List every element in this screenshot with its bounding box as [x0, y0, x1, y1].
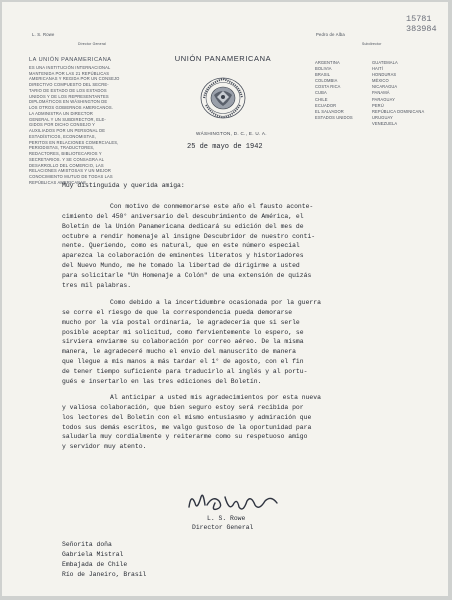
vice-role: Subdirector: [362, 42, 382, 46]
org-description-line: AUXILIADOS POR UN PERSONAL DE: [29, 128, 106, 133]
org-description-line: GENERAL Y UN SUBDIRECTOR, ELE-: [29, 116, 106, 122]
body-line: octubre a rendir homenaje al insigne Descubridor de nuestro conti-: [62, 232, 316, 240]
body-line: del Nuevo Mundo, me he tomado la libertad de dirigirme a usted: [62, 262, 300, 270]
body-line: se corre el riesgo de que la correspondencia pueda demorarse: [62, 308, 293, 316]
body-line: manera, le agradeceré mucho el envío del manuscrito de manera: [62, 348, 296, 356]
body-line: los lectores del Boletín con el mismo entusiasmo y admiración que: [62, 413, 312, 421]
archive-stamp: [406, 14, 437, 34]
letter-date: 25 de mayo de 1942: [187, 143, 263, 151]
body-line: para solicitarle "Un Homenaje a Colón" de una extensión de quizás: [62, 271, 312, 279]
country-item: VENEZUELA: [372, 120, 398, 126]
country-item: COSTA RICA: [315, 84, 341, 90]
country-item: URUGUAY: [372, 114, 393, 120]
org-location: WÁSHINGTON, D. C., E. U. A.: [196, 131, 267, 136]
signature-title: Director General: [192, 524, 254, 531]
body-line: sirviera enviarme su colaboración por correo aéreo. De la misma: [62, 338, 304, 346]
body-line: tres mil palabras.: [62, 281, 132, 289]
recipient-line: Río de Janeiro, Brasil: [62, 571, 147, 578]
org-description-line: AMERICANAS Y REGIDA POR UN CONSEJO: [29, 76, 120, 82]
country-item: EL SALVADOR: [315, 108, 344, 114]
org-description-line: ES UNA INSTITUCIÓN INTERNACIONAL: [29, 64, 111, 70]
org-description-line: PERITOS EN RELACIONES COMERCIALES,: [29, 139, 119, 145]
country-item: COLOMBIA: [315, 78, 338, 84]
org-description-line: REDACTORES, BIBLIOTECARIOS Y: [29, 151, 102, 156]
country-item: PARAGUAY: [372, 96, 395, 102]
body-line: mucho por la vía postal ordinaria, le agradecería que si serle: [62, 318, 300, 326]
handwritten-signature: [185, 489, 305, 517]
org-description-line: TARIO DE ESTADO DE LOS ESTADOS: [29, 87, 107, 93]
body-line: aparezca la colaboración de eminentes literatos y historiadores: [62, 252, 304, 260]
recipient-line: Señorita doña: [62, 541, 112, 548]
countries-column-2: [372, 60, 424, 127]
salutation: Muy distinguida y querida amiga:: [62, 182, 185, 189]
country-item: GUATEMALA: [372, 60, 398, 65]
body-line: de tener tiempo suficiente para traducirlo al inglés y al portu-: [62, 367, 308, 375]
countries-column-1: [315, 60, 353, 121]
country-item: ECUADOR: [315, 102, 337, 108]
recipient-line: Gabriela Mistral: [62, 551, 124, 558]
org-description-line: SECRETARIOS. Y SE CONSAGRA AL: [29, 156, 105, 162]
body-line: y servidor muy atento.: [62, 443, 147, 451]
country-item: PERÚ: [372, 102, 384, 108]
country-item: BOLIVIA: [315, 66, 332, 72]
body-line: Boletín de la Unión Panamericana dedicará su edición del mes de: [62, 222, 304, 230]
country-item: CUBA: [315, 90, 327, 96]
body-line: posible aceptar mi solicitud, como fervientemente lo espero, se: [62, 328, 304, 336]
org-description-line: PERIODISTAS, TRADUCTORES,: [29, 145, 95, 151]
country-item: PANAMÁ: [372, 90, 390, 96]
org-description-line: LOS OTROS GOBIERNOS AMERICANOS.: [29, 105, 114, 110]
letter-page: [2, 2, 448, 596]
org-description-line: GIDOS POR DICHO CONSEJO Y: [29, 122, 95, 128]
org-description-line: LA ADMINISTRA UN DIRECTOR: [29, 110, 93, 116]
org-description-line: RELACIONES AMISTOSAS Y UN MEJOR: [29, 168, 111, 174]
country-item: NICARAGUA: [372, 84, 398, 90]
country-item: ESTADOS UNIDOS: [315, 114, 353, 120]
country-item: HONDURAS: [372, 72, 397, 78]
org-name: UNIÓN PANAMERICANA: [174, 54, 272, 63]
country-item: REPÚBLICA DOMINICANA: [372, 108, 425, 114]
org-description-line: CONOCIMIENTO MUTUO DE TODAS LAS: [29, 174, 113, 179]
org-description-line: REPÚBLICAS AMERICANAS.: [29, 179, 88, 185]
org-description-line: DESARROLLO DEL COMERCIO, LAS: [29, 162, 104, 168]
recipient-line: Embajada de Chile: [62, 561, 128, 568]
sender-initials: L. S. Rowe: [32, 32, 55, 37]
org-description-line: LA UNIÓN PANAMERICANA: [29, 57, 112, 63]
country-item: ARGENTINA: [315, 60, 340, 65]
country-item: HAITÍ: [372, 66, 383, 72]
body-line: Al anticipar a usted mis agradecimientos por esta nueva: [110, 394, 321, 401]
sender-role: Director General: [78, 42, 107, 46]
org-description-line: MANTENIDA POR LAS 21 REPÚBLICAS: [29, 70, 110, 76]
archive-number-2: 383984: [406, 24, 437, 34]
body-line: Como debido a la incertidumbre ocasionada por la guerra: [110, 299, 321, 306]
body-line: gués e insertarlo en las tres ediciones del Boletín.: [62, 377, 262, 385]
archive-number-1: 15781: [406, 14, 432, 24]
country-item: MÉXICO: [372, 78, 389, 84]
body-line: cimiento del 450° aniversario del descubrimiento de América, el: [62, 212, 304, 220]
org-description-line: UNIDOS Y DE LOS REPRESENTANTES: [29, 93, 109, 99]
body-line: Con motivo de conmemorarse este año el fausto aconte-: [110, 203, 314, 210]
signature-name: L. S. Rowe: [207, 515, 246, 522]
body-line: nente. Queriendo, como es natural, que en este número especial: [62, 242, 300, 250]
org-description-line: DIPLOMÁTICOS EN WÁSHINGTON DE: [29, 99, 108, 105]
country-item: CHILE: [315, 96, 328, 102]
body-line: y valiosa colaboración, que bien seguro estoy será recibida por: [62, 403, 304, 411]
body-line: que llegue a mis manos a más tardar el 1° de agosto, con el fin: [62, 358, 304, 366]
org-description: [29, 58, 119, 186]
country-item: BRASIL: [315, 72, 331, 78]
vice-director: Pedro de Alba: [316, 32, 345, 37]
org-description-line: ESTADÍSTICOS, ECONOMISTAS,: [29, 133, 96, 139]
org-description-line: DIRECTIVO COMPUESTO DEL SECRE-: [29, 82, 109, 87]
body-line: todos sus demás escritos, me valgo gustoso de la oportunidad para: [62, 423, 312, 431]
union-seal-icon: [198, 75, 248, 121]
body-line: saludarla muy cordialmente y reiterarme como su respetuoso amigo: [62, 433, 308, 441]
